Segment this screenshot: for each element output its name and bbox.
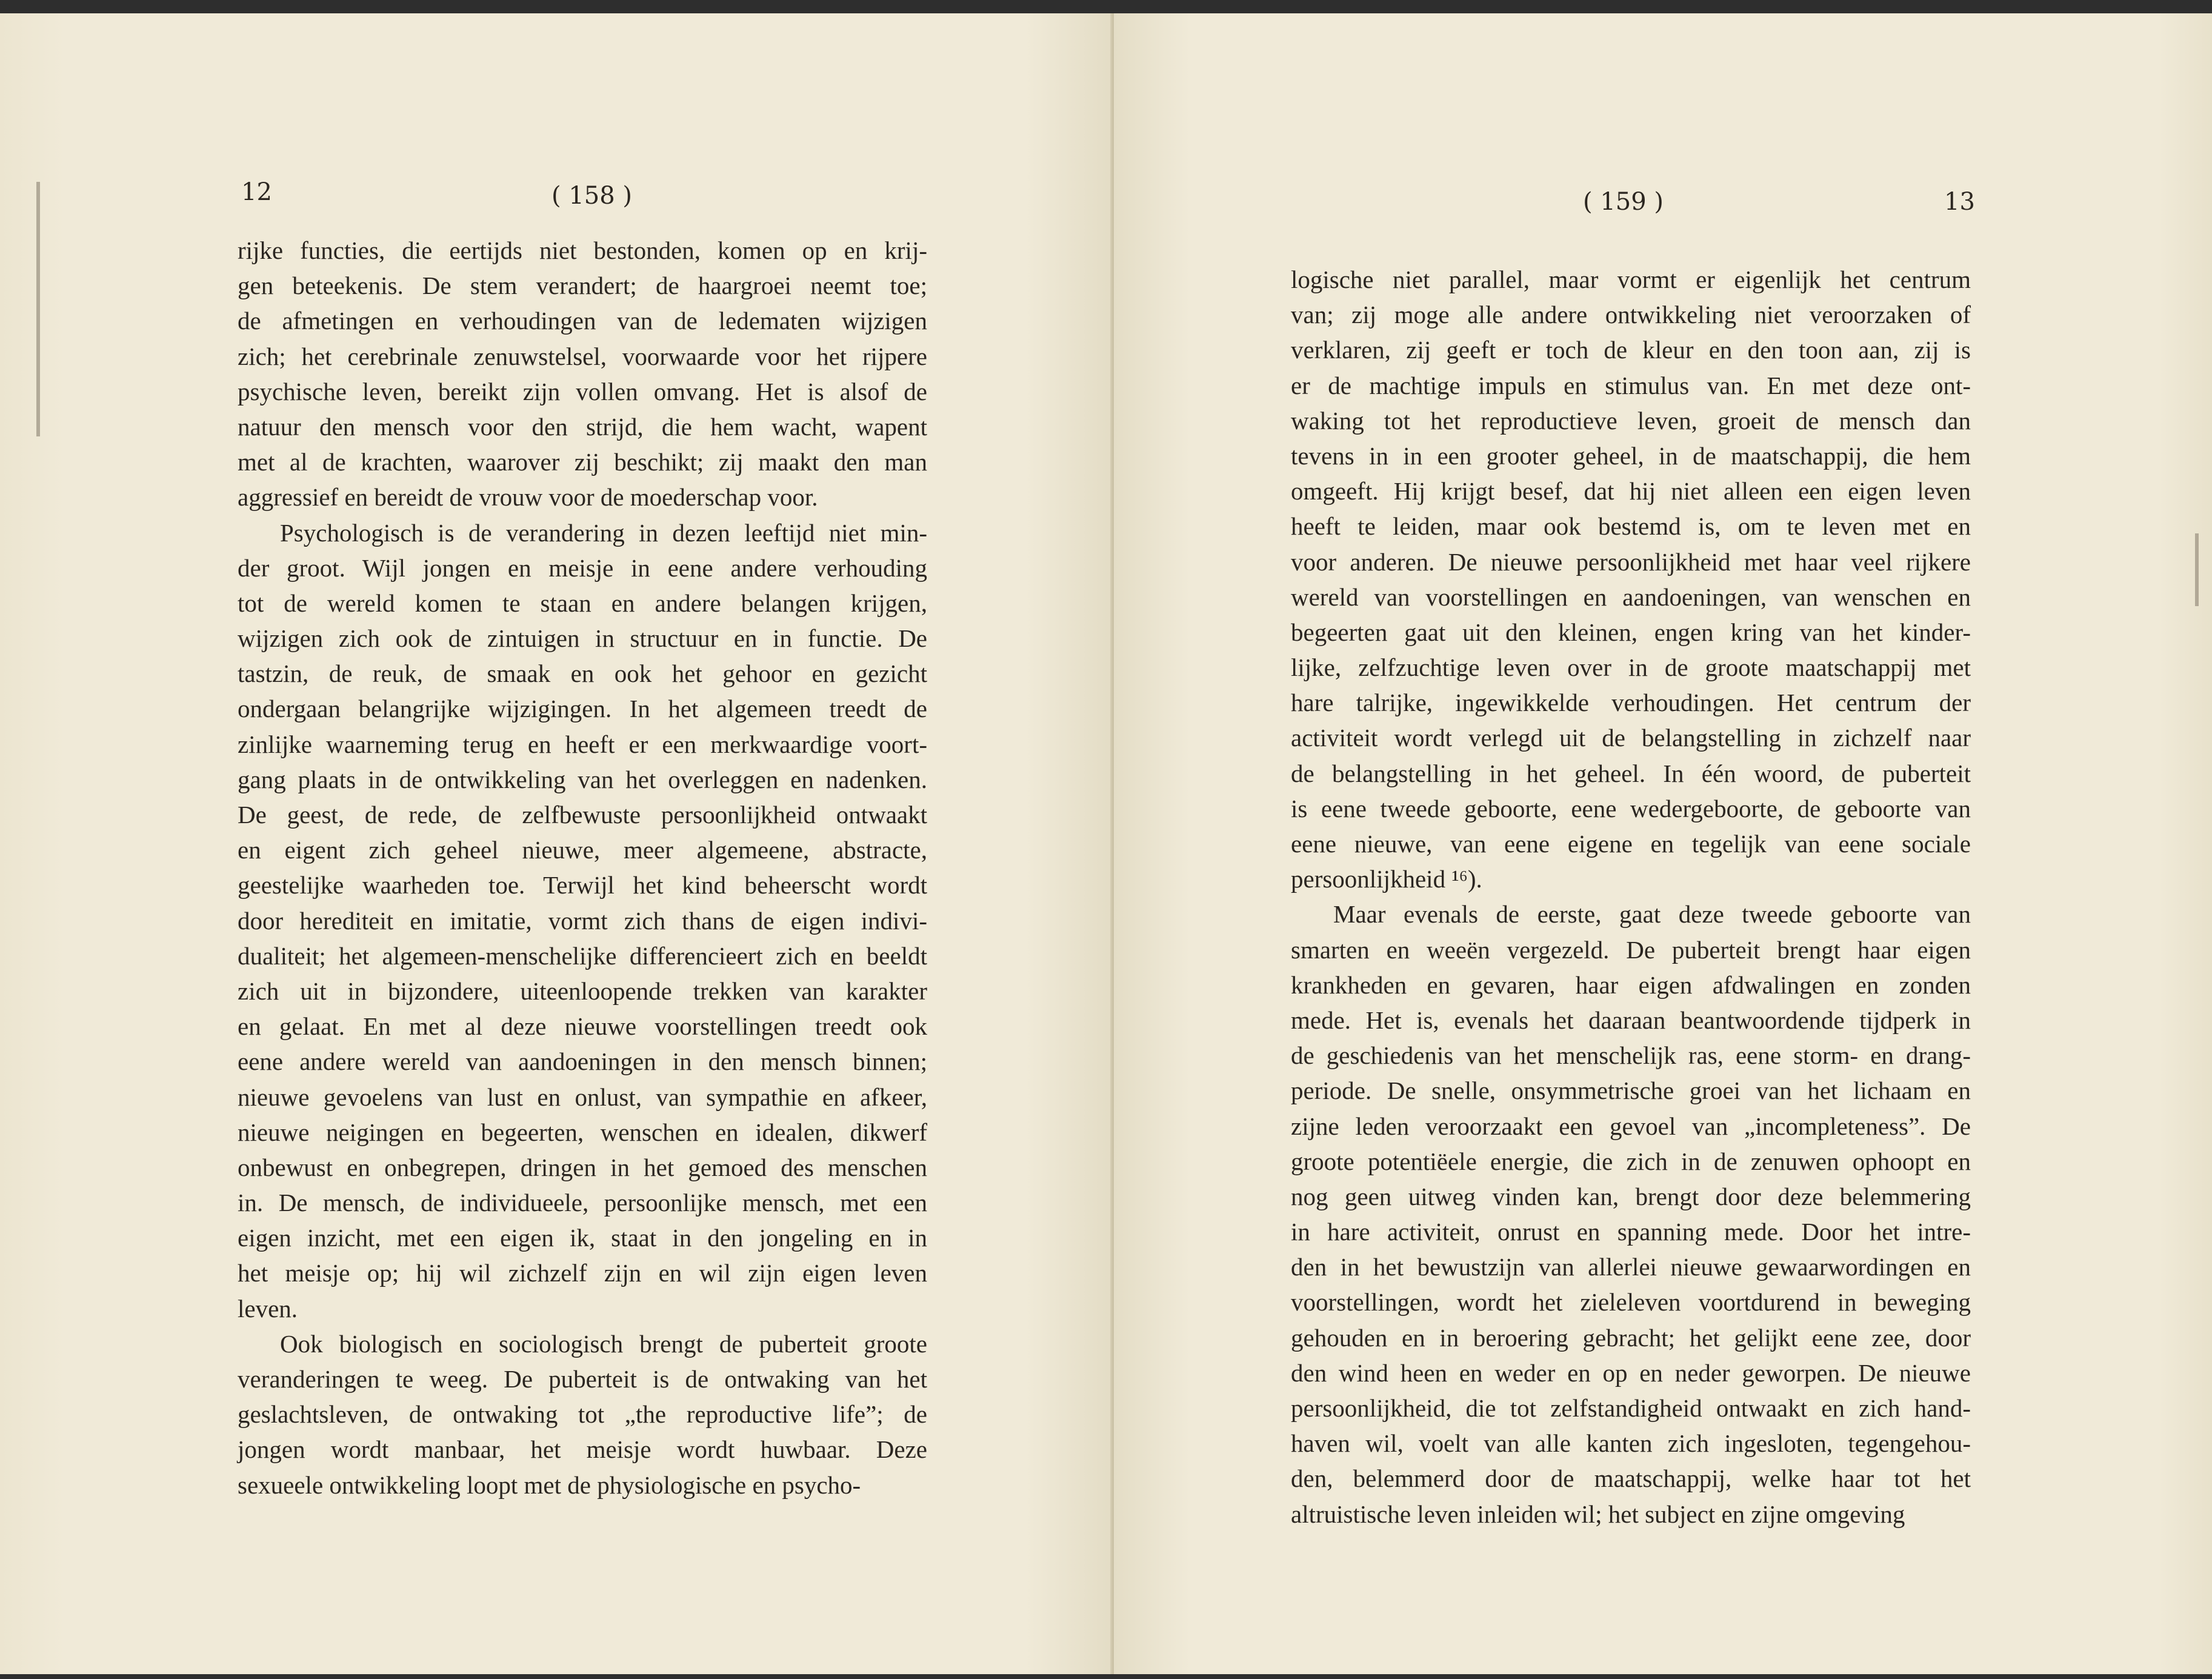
text-line: persoonlijkheid ¹⁶).	[1291, 865, 1482, 893]
text-line: smarten en weeën vergezeld. De puberteit brengt haar eigen	[1291, 935, 1971, 964]
text-line: en eigent zich geheel nieuwe, meer algemeene, abstracte,	[238, 836, 927, 864]
text-line: en gelaat. En met al deze nieuwe voorstellingen treedt ook	[238, 1012, 927, 1041]
text-line: altruistische leven inleiden wil; het subject en zijne omgeving	[1291, 1500, 1905, 1528]
text-line: leven.	[238, 1294, 298, 1323]
text-line: in. De mensch, de individueele, persoonlijke mensch, met een	[238, 1189, 927, 1217]
text-line: tastzin, de reuk, de smaak en ook het gehoor en gezicht	[238, 659, 927, 688]
text-line: de afmetingen en verhoudingen van de ledematen wijzigen	[238, 307, 927, 335]
text-line: gen beteekenis. De stem verandert; de haargroei neemt toe;	[238, 272, 927, 300]
text-line: geestelijke waarheden toe. Terwijl het kind beheerscht wordt	[238, 871, 927, 900]
text-line: eigen inzicht, met een eigen ik, staat in den jongeling en in	[238, 1224, 927, 1252]
text-line: door herediteit en imitatie, vormt zich thans de eigen indivi-	[238, 906, 927, 935]
text-line: voorstellingen, wordt het zieleleven voortdurend in beweging	[1291, 1288, 1971, 1317]
text-line: gehouden en in beroering gebracht; het gelijkt eene zee, door	[1291, 1323, 1971, 1352]
text-line: De geest, de rede, de zelfbewuste persoonlijkheid ontwaakt	[238, 801, 927, 829]
text-line: begeerten gaat uit den kleinen, engen kring van het kinder-	[1291, 618, 1971, 646]
text-line: wereld van voorstellingen en aandoeningen, van wenschen en	[1291, 582, 1971, 611]
left-page-text	[238, 233, 927, 1503]
text-line: veranderingen te weeg. De puberteit is de ontwaking van het	[238, 1365, 927, 1393]
text-line: logische niet parallel, maar vormt er eigenlijk het centrum	[1291, 265, 1971, 293]
text-line: hare talrijke, ingewikkelde verhoudingen. Het centrum der	[1291, 689, 1971, 717]
text-line: eene andere wereld van aandoeningen in den mensch binnen;	[238, 1047, 927, 1076]
text-line: haven wil, voelt van alle kanten zich ingesloten, tegengehou-	[1291, 1429, 1971, 1458]
text-line: nieuwe gevoelens van lust en onlust, van sympathie en afkeer,	[238, 1083, 927, 1111]
text-line: nog geen uitweg vinden kan, brengt door deze belemmering	[1291, 1182, 1971, 1210]
left-page	[0, 13, 1114, 1674]
text-line: Maar evenals de eerste, gaat deze tweede geboorte van	[1333, 900, 1971, 929]
text-line: onbewust en onbegrepen, dringen in het gemoed des menschen	[238, 1153, 927, 1181]
text-line: heeft te leiden, maar ook bestemd is, om te leven met en	[1291, 512, 1971, 541]
text-line: nieuwe neigingen en begeerten, wenschen en idealen, dikwerf	[238, 1118, 927, 1146]
text-line: psychische leven, bereikt zijn vollen omvang. Het is alsof de	[238, 377, 927, 406]
text-line: zinlijke waarneming terug en heeft er een merkwaardige voort-	[238, 730, 927, 758]
page-number: 13	[1944, 188, 1975, 216]
text-line: jongen wordt manbaar, het meisje wordt huwbaar. Deze	[238, 1435, 927, 1464]
original-page-number: ( 159 )	[1583, 188, 1664, 216]
text-line: sexueele ontwikkeling loopt met de physiologische en psycho-	[238, 1470, 861, 1499]
text-line: den, belemmerd door de maatschappij, welke haar tot het	[1291, 1464, 1971, 1493]
text-line: voor anderen. De nieuwe persoonlijkheid met haar veel rijkere	[1291, 547, 1971, 576]
text-line: van; zij moge alle andere ontwikkeling niet veroorzaken of	[1291, 301, 1971, 329]
text-line: omgeeft. Hij krijgt besef, dat hij niet alleen een eigen leven	[1291, 477, 1971, 506]
text-line: de geschiedenis van het menschelijk ras, eene storm- en drang-	[1291, 1041, 1971, 1070]
text-line: verklaren, zij geeft er toch de kleur en den toon aan, zij is	[1291, 336, 1971, 364]
original-page-number: ( 158 )	[551, 182, 632, 210]
page-edge-mark	[36, 182, 40, 436]
text-line: periode. De snelle, onsymmetrische groei van het lichaam en	[1291, 1076, 1971, 1105]
text-line: dualiteit; het algemeen-menschelijke differencieert zich en beeldt	[238, 941, 927, 970]
text-line: tot de wereld komen te staan en andere belangen krijgen,	[238, 589, 927, 617]
page-number: 12	[241, 178, 272, 206]
right-page	[1114, 13, 2212, 1674]
text-line: mede. Het is, evenals het daaraan beantwoordende tijdperk in	[1291, 1006, 1971, 1034]
text-line: wijzigen zich ook de zintuigen in structuur en in functie. De	[238, 624, 927, 653]
text-line: het meisje op; hij wil zichzelf zijn en wil zijn eigen leven	[238, 1259, 927, 1287]
text-line: lijke, zelfzuchtige leven over in de groote maatschappij met	[1291, 653, 1971, 682]
text-line: de belangstelling in het geheel. In één woord, de puberteit	[1291, 759, 1971, 787]
text-line: rijke functies, die eertijds niet bestonden, komen op en krij-	[238, 236, 927, 264]
text-line: gang plaats in de ontwikkeling van het overleggen en nadenken.	[238, 765, 927, 793]
right-page-text	[1291, 262, 1971, 1532]
text-line: groote potentiëele energie, die zich in de zenuwen ophoopt en	[1291, 1147, 1971, 1175]
text-line: tevens in in een grooter geheel, in de maatschappij, die hem	[1291, 441, 1971, 470]
text-line: Psychologisch is de verandering in dezen leeftijd niet min-	[280, 518, 927, 547]
text-line: den wind heen en weder en op en neder geworpen. De nieuwe	[1291, 1358, 1971, 1387]
text-line: aggressief en bereidt de vrouw voor de moederschap voor.	[238, 483, 818, 512]
text-line: zich; het cerebrinale zenuwstelsel, voorwaarde voor het rijpere	[238, 342, 927, 370]
text-line: activiteit wordt verlegd uit de belangstelling in zichzelf naar	[1291, 724, 1971, 752]
text-line: der groot. Wijl jongen en meisje in eene andere verhouding	[238, 553, 927, 582]
text-line: den in het bewustzijn van allerlei nieuwe gewaarwordingen en	[1291, 1253, 1971, 1281]
text-line: zich uit in bijzondere, uiteenloopende trekken van karakter	[238, 976, 927, 1005]
text-line: er de machtige impuls en stimulus van. En met deze ont-	[1291, 371, 1971, 399]
text-line: geslachtsleven, de ontwaking tot „the reproductive life”; de	[238, 1400, 927, 1429]
text-line: ondergaan belangrijke wijzigingen. In het algemeen treedt de	[238, 695, 927, 723]
text-line: persoonlijkheid, die tot zelfstandigheid ontwaakt en zich hand-	[1291, 1394, 1971, 1422]
text-line: zijne leden veroorzaakt een gevoel van „incompleteness”. De	[1291, 1112, 1971, 1140]
text-line: waking tot het reproductieve leven, groeit de mensch dan	[1291, 406, 1971, 435]
text-line: eene nieuwe, van eene eigene en tegelijk van eene sociale	[1291, 830, 1971, 858]
text-line: natuur den mensch voor den strijd, die hem wacht, wapent	[238, 412, 927, 441]
text-line: met al de krachten, waarover zij beschikt; zij maakt den man	[238, 448, 927, 476]
text-line: in hare activiteit, onrust en spanning mede. Door het intre-	[1291, 1218, 1971, 1246]
page-edge-mark	[2195, 533, 2199, 606]
text-line: krankheden en gevaren, haar eigen afdwalingen en zonden	[1291, 970, 1971, 999]
text-line: is eene tweede geboorte, eene wedergeboorte, de geboorte van	[1291, 794, 1971, 823]
text-line: Ook biologisch en sociologisch brengt de puberteit groote	[280, 1329, 927, 1358]
